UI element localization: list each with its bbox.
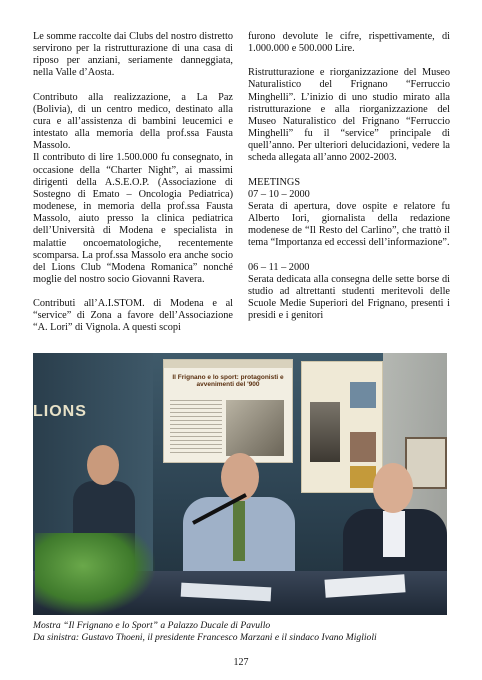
lions-banner-text: LIONS	[33, 403, 87, 420]
person-head	[87, 445, 119, 485]
paragraph: Ristrutturazione e riorganizzazione del Museo Naturalistico del Frignano “Ferruccio Minghelli”. L’inizio di uno studio mirato alla ristrutturazione e alla riorganizzazione del Museo Naturalistico del Frignano “Ferruccio Minghelli” fu il “service” principale di quell’anno. Per ulteriori delucidazioni, vedere la scheda allegata all’anno 2002-2003.	[248, 67, 450, 164]
person-shirt	[383, 511, 405, 557]
person-head	[221, 453, 259, 501]
poster-photo	[350, 432, 376, 462]
poster-photo	[310, 402, 340, 462]
meeting-date: 07 – 10 – 2000	[248, 188, 310, 200]
left-text-column	[33, 31, 233, 335]
paragraph: Serata di apertura, dove ospite e relatore fu Alberto Iori, giornalista della redazione modenese de “Il Resto del Carlino”, che trattò il tema “Importanza ed eccessi dell’informazione”.	[248, 200, 450, 249]
paragraph: Le somme raccolte dai Clubs del nostro distretto servirono per la ristrutturazione di una casa di riposo per anziani, seriamente danneggiata, nella Valle d’Aosta.	[33, 31, 233, 79]
caption-line: Da sinistra: Gustavo Thoeni, il presidente Francesco Marzani e il sindaco Ivano Miglioli	[33, 631, 377, 643]
right-text-column	[248, 31, 450, 322]
paragraph: Serata dedicata alla consegna delle sette borse di studio ad altrettanti studenti meritevoli delle Scuole Medie Superiori del Frignano, presenti i presidi e i genitori	[248, 273, 450, 322]
exhibition-photo	[33, 353, 447, 615]
poster-header-band	[164, 360, 292, 368]
paragraph: Il contributo di lire 1.500.000 fu consegnato, in occasione della “Charter Night”, ai massimi dirigenti della A.S.E.O.P. (Associazione di Sostegno di Emato – Oncologia Pediatrica) modenese, in memoria della prof.ssa Fausta Massolo, aiuto presso la clinica pediatrica dell’Università di Modena e specialista in malattie oncoematologiche, recentemente scomparsa. La prof.ssa Massolo era anche socio del Lions Club “Modena Romanica” nonché moglie del nostro socio Giovanni Ravera.	[33, 152, 233, 285]
person-tie	[233, 501, 245, 561]
exhibition-poster	[163, 359, 293, 463]
person-head	[373, 463, 413, 513]
meeting-date: 06 – 11 – 2000	[248, 261, 310, 273]
poster-text-block	[170, 400, 222, 456]
paragraph: Contributo alla realizzazione, a La Paz (Bolivia), di un centro medico, destinato alla cura e all’assistenza di bambini leucemici e intestato alla memoria della prof.ssa Fausta Massolo.	[33, 91, 233, 152]
paragraph: Contributi all’A.I.STOM. di Modena e al “service” di Zona a favore dell’Associazione “A. Lori” di Vignola. A questi scopi	[33, 298, 233, 334]
plant	[35, 533, 155, 615]
poster-photo	[350, 382, 376, 408]
page-number: 127	[233, 657, 249, 668]
paragraph: furono devolute le cifre, rispettivamente, di 1.000.000 e 500.000 Lire.	[248, 31, 450, 55]
poster-photo	[226, 400, 284, 456]
caption-line: Mostra “Il Frignano e lo Sport” a Palazzo Ducale di Pavullo	[33, 620, 271, 631]
section-heading: MEETINGS	[248, 176, 301, 188]
photo-caption	[33, 620, 453, 643]
poster-title: Il Frignano e lo sport: protagonisti e avvenimenti del '900	[172, 374, 284, 388]
